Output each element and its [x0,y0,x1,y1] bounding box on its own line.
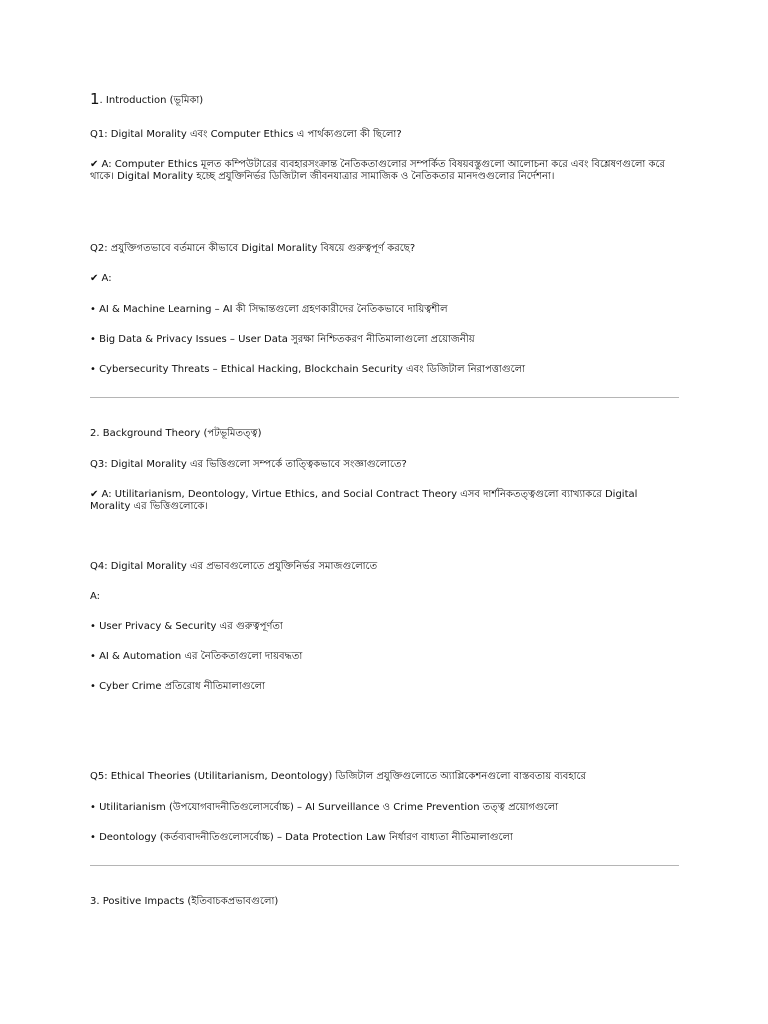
answer-2-bullet-cybersecurity: • Cybersecurity Threats – Ethical Hacking, Blockchain Security এবং ডিজিটাল নিরাপত্তাগুলো [90,364,526,375]
answer-4-bullet-cybercrime: • Cyber Crime প্রতিরোধ নীতিমালাগুলো [90,681,265,692]
section-1-title: . Introduction (ভূমিকা) [99,95,204,106]
answer-4-label: A: [90,591,101,602]
answer-2-label: ✔ A: [90,273,112,284]
answer-3: ✔ A: Utilitarianism, Deontology, Virtue Ethics, and Social Contract Theory এসব দার্শনিকতত্ত্বগুলো ব্যাখ্যাকরে Digital Morality এর ভিত্তিগুলোকে। [90,489,638,512]
question-4: Q4: Digital Morality এর প্রভাবগুলোতে প্রযুক্তিনির্ভর সমাজগুলোতে [90,561,378,572]
section-1-number: 1 [90,90,100,108]
answer-1: ✔ A: Computer Ethics মূলত কম্পিউটারের ব্যবহারসংক্রান্ত নৈতিকতাগুলোর সম্পর্কিত বিষয়বস্তুগুলো আলোচনা করে এবং বিশ্লেষণগুলো করে থাকে। Digital Morality হচ্ছে প্রযুক্তিনির্ভর ডিজিটাল জীবনযাত্রার সামাজিক ও নৈতিকতার মানদণ্ডগুলোর নির্দেশনা। [90,159,666,182]
answer-2-bullet-bigdata: • Big Data & Privacy Issues – User Data সুরক্ষা নিশ্চিতকরণ নীতিমালাগুলো প্রয়োজনীয় [90,334,475,345]
question-3: Q3: Digital Morality এর ভিত্তিগুলো সম্পর্কে তাত্ত্বিকভাবে সংজ্ঞাগুলোতে? [90,459,407,470]
question-5: Q5: Ethical Theories (Utilitarianism, Deontology) ডিজিটাল প্রযুক্তিগুলোতে অ্যাপ্লিকেশনগুলো বাস্তবতায় ব্যবহারে [90,771,587,782]
section-1-heading [90,90,680,108]
section-2-heading: 2. Background Theory (পটভূমিতত্ত্ব) [90,428,262,439]
question-1: Q1: Digital Morality এবং Computer Ethics এ পার্থক্যগুলো কী ছিলো? [90,129,402,140]
answer-5-bullet-utilitarianism: • Utilitarianism (উপযোগবাদনীতিগুলোসর্বোচ্চ) – AI Surveillance ও Crime Prevention তত্ত্ব প্রয়োগগুলো [90,802,559,813]
answer-4-bullet-privacy: • User Privacy & Security এর গুরুত্বপূর্ণতা [90,621,283,632]
section-divider [90,865,679,866]
section-3-heading: 3. Positive Impacts (ইতিবাচকপ্রভাবগুলো) [90,896,279,907]
answer-5-bullet-deontology: • Deontology (কর্তব্যবাদনীতিগুলোসর্বোচ্চ) – Data Protection Law নির্ধারণ বাধ্যতা নীতিমালাগুলো [90,832,513,843]
section-divider [90,397,679,398]
answer-2-bullet-ai: • AI & Machine Learning – AI কী সিদ্ধান্তগুলো গ্রহণকারীদের নৈতিকভাবে দায়িত্বশীল [90,304,448,315]
answer-4-bullet-ai: • AI & Automation এর নৈতিকতাগুলো দায়বদ্ধতা [90,651,303,662]
question-2: Q2: প্রযুক্তিগতভাবে বর্তমানে কীভাবে Digital Morality বিষয়ে গুরুত্বপূর্ণ করছে? [90,243,416,254]
